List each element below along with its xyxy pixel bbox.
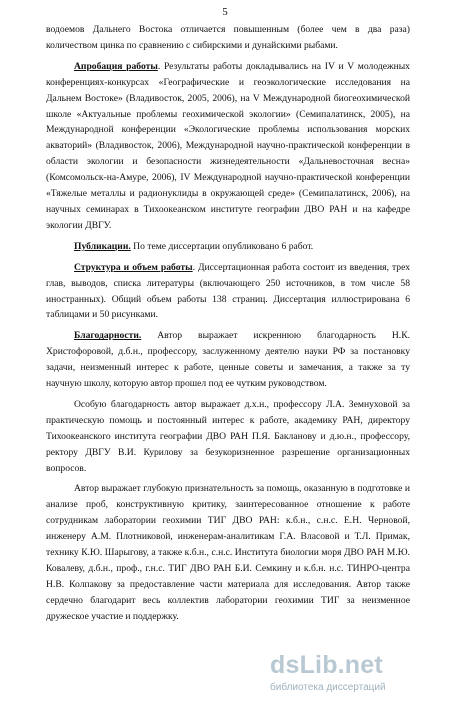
paragraph-text: По теме диссертации опубликовано 6 работ. [130,240,314,252]
paragraph-acknowledgements [46,328,410,392]
paragraph-special-thanks [46,397,410,477]
paragraph-text: Особую благодарность автор выражает д.х.н., профессору Л.А. Земнуховой за практическую помощь и постоянный интерес к работе, академику РАН, директору Тихоокеанского института географии ДВО РАН П.Я. Бакланову и д.ю.н., профессору, ректору ДВГУ В.И. Курилову за безукоризненное разрешение организационных вопросов. [46,398,410,474]
paragraph-intro-tail [46,22,410,54]
section-heading-structure: Структура и объем работы [74,261,193,273]
paragraph-structure [46,260,410,324]
section-heading-publications: Публикации. [74,240,131,252]
paragraph-publications [46,239,410,255]
page-number: 5 [222,6,228,18]
section-heading-acknowledgements: Благодарности. [74,330,142,342]
paragraph-gratitude [46,481,410,624]
watermark [270,651,440,699]
section-heading-approbation: Апробация работы [74,60,158,72]
document-body [46,22,410,630]
watermark-logo: dsLib.net [270,651,383,679]
paragraph-text: водоемов Дальнего Востока отличается повышенным (более чем в два раза) количеством цинка по сравнению с сибирскими и дунайскими рыбами. [46,24,410,51]
watermark-subtitle: библиотека диссертаций [270,682,386,693]
paragraph-text: . Диссертационная работа состоит из введения, трех глав, выводов, списка литературы (включающего 250 источников, в том числе 58 иностранных). Общий объем работы 138 страниц. Диссертация иллюстрирована 6 таблицами и 50 рисунками. [46,261,410,321]
paragraph-text: Автор выражает глубокую признательность за помощь, оказанную в подготовке и анализе проб, конструктивную критику, заинтересованное отношение к работе сотрудникам лаборатории геохимии ТИГ ДВО РАН: к.б.н., с.н.с. Е.Н. Черновой, инженеру А.М. Плотниковой, инженерам-аналитикам Г.А. Власовой и Т.Л. Примак, технику К.Ю. Шарыгову, а также к.б.н., с.н.с. Института биологии моря ДВО РАН М.Ю. Ковалеву, д.б.н., проф., г.н.с. ТИГ ДВО РАН Б.И. Семкину и к.б.н. н.с. ТИНРО-центра Н.В. Колпакову за предоставление части материала для исследования. Автор также сердечно благодарит весь коллектив лаборатории геохимии ТИГ за неизменное дружеское участие и поддержку. [46,483,410,622]
paragraph-text: Автор выражает искреннюю благодарность Н.К. Христофоровой, д.б.н., профессору, заслуженному деятелю науки РФ за постановку задачи, неизменный интерес к работе, ценные советы и замечания, а также за ту научную школу, которую автор прошел под ее чутким руководством. [46,330,410,390]
paragraph-text: . Результаты работы докладывались на IV и V молодежных конференциях-конкурсах «Географические и геоэкологические исследования на Дальнем Востоке» (Владивосток, 2005, 2006), на V Международной биогеохимической школе «Актуальные проблемы геохимической экологии» (Семипалатинск, 2005), на Международной конференции «Экологические проблемы использования морских акваторий» (Владивосток, 2006), Международной научно-практической конференции в области экологии и безопасности жизнедеятельности «Дальневосточная весна» (Комсомольск-на-Амуре, 2006), IV Международной научно-практической конференции «Тяжелые металлы и радионуклиды в окружающей среде» (Семипалатинск, 2006), на научных семинарах в Тихоокеанском институте географии ДВО РАН и на кафедре экологии ДВГУ. [46,60,410,231]
paragraph-approbation [46,59,410,234]
